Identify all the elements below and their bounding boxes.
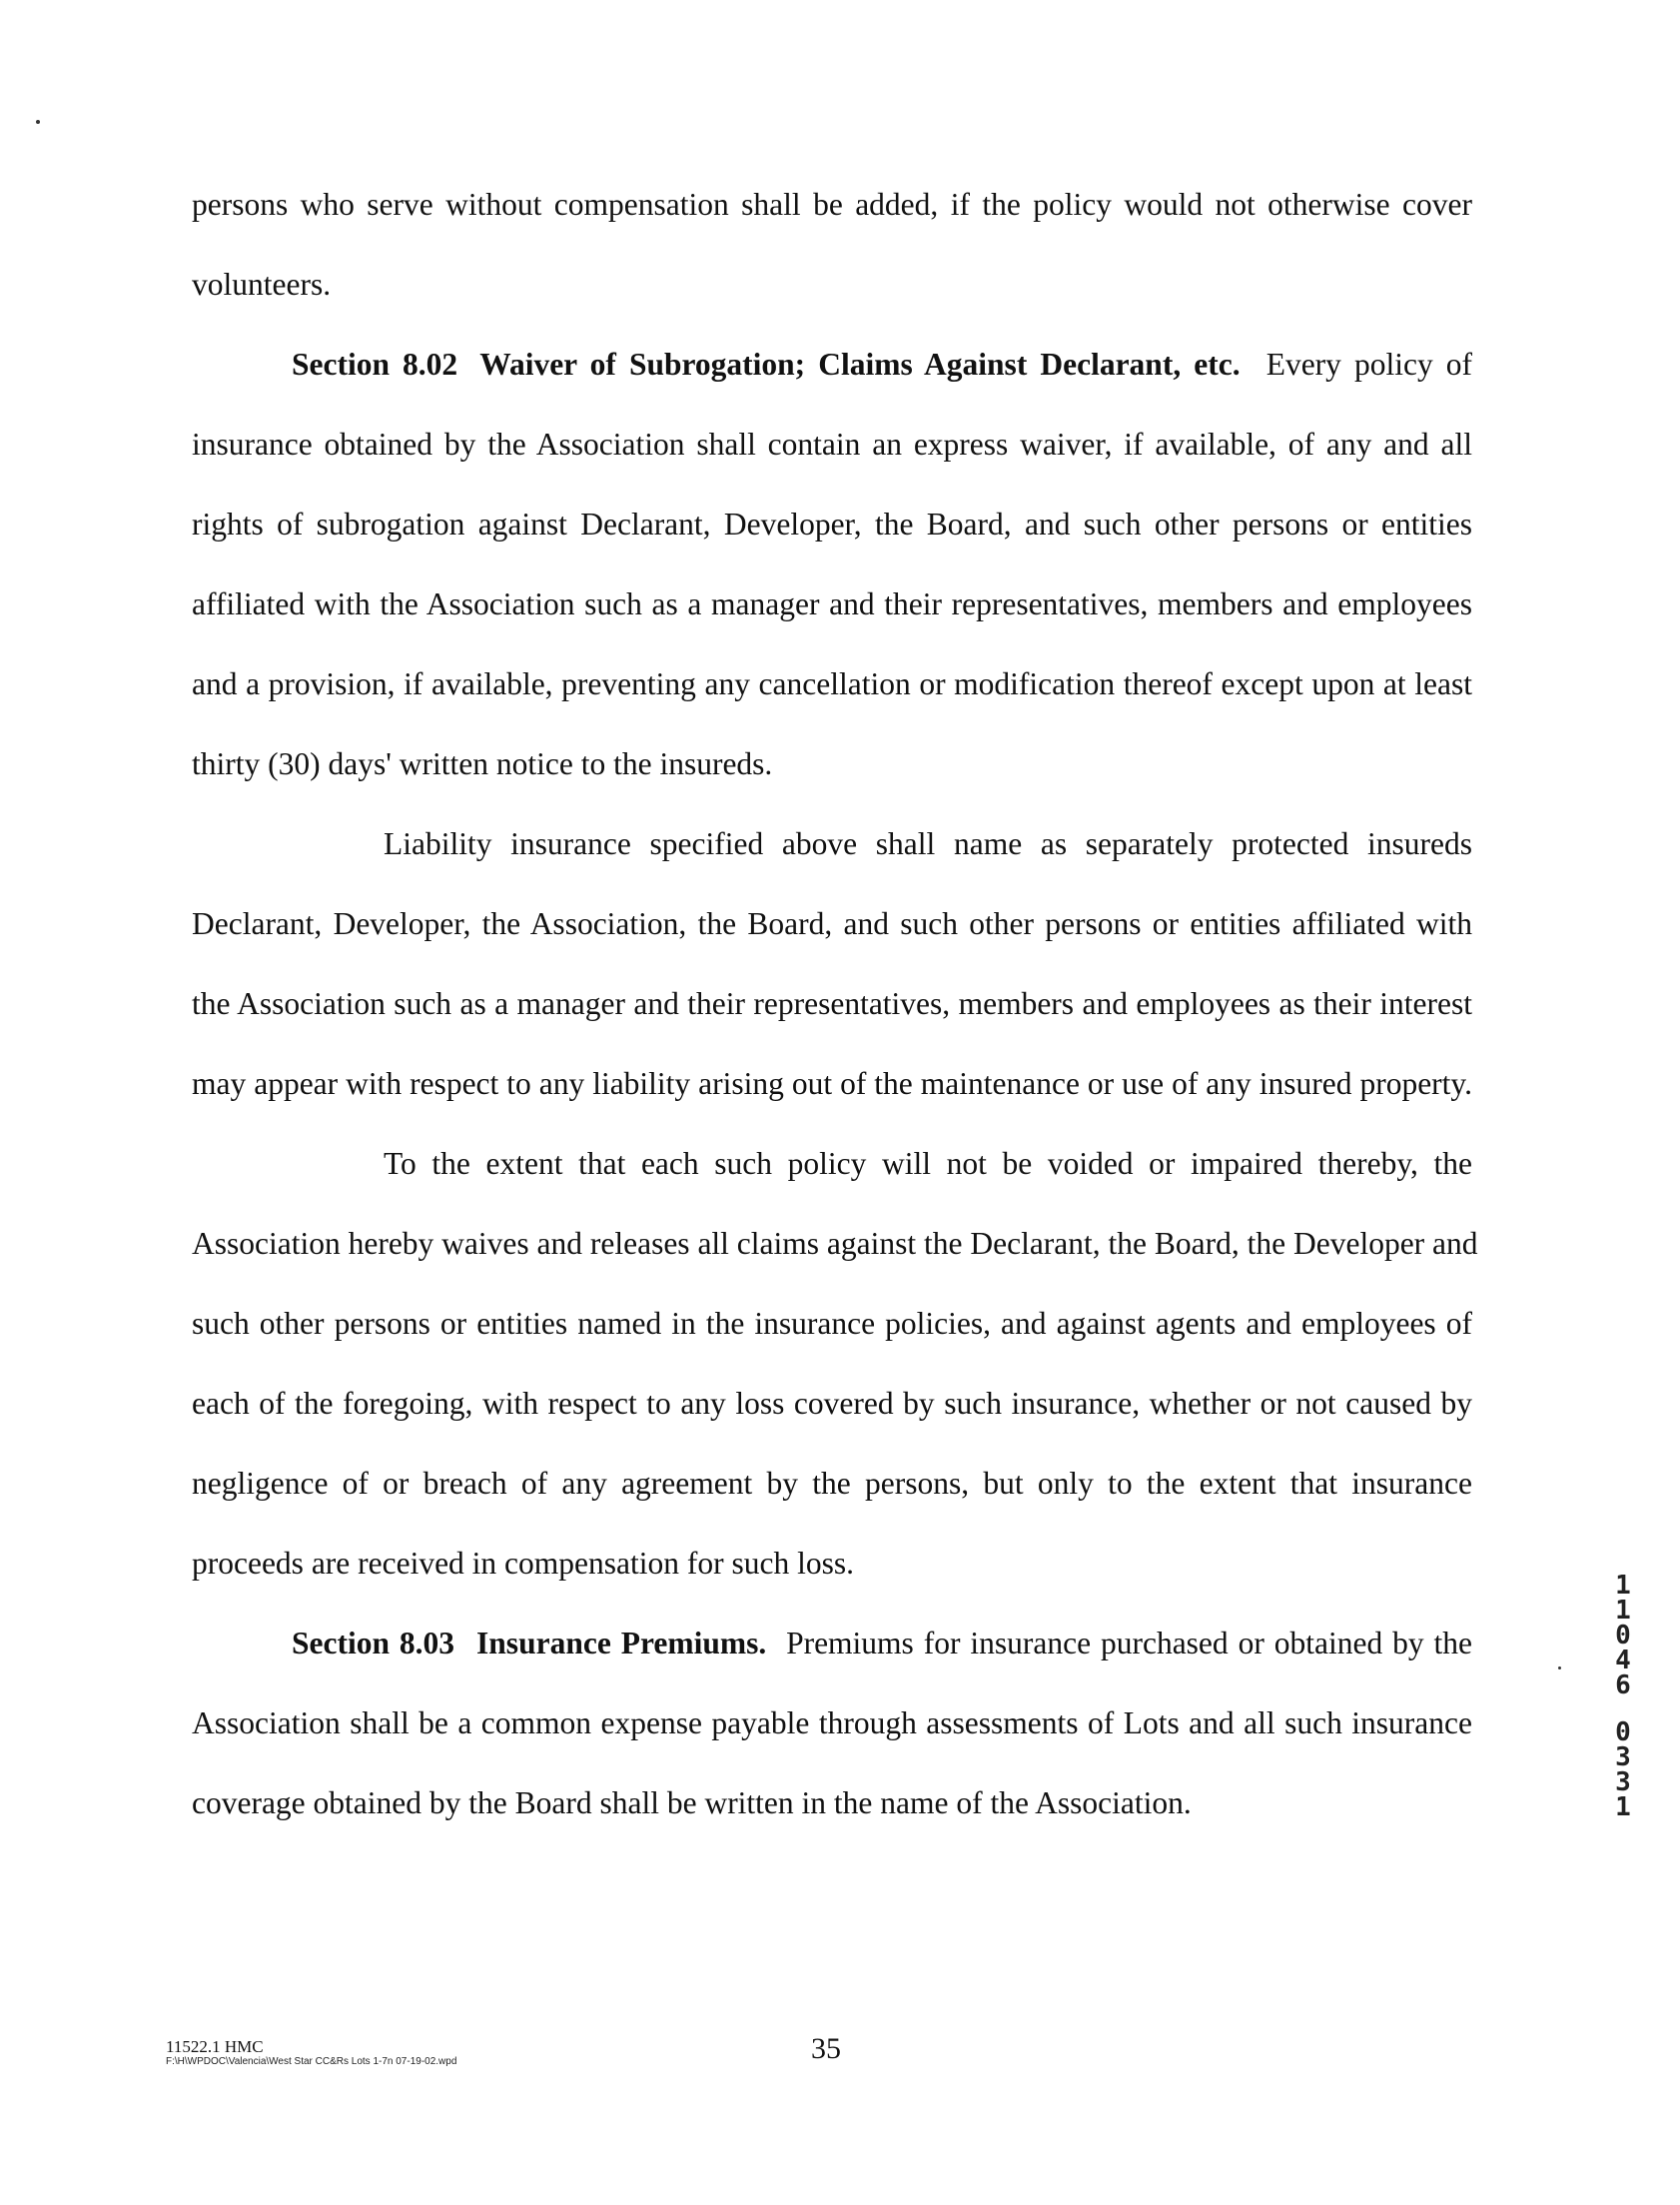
- text-fragment: Premiums for insurance purchased or obtained by the: [786, 1626, 1472, 1660]
- stamp-char: 6: [1615, 1670, 1631, 1700]
- section-title: Waiver of Subrogation; Claims Against Declarant, etc.: [479, 347, 1241, 382]
- text-line: proceeds are received in compensation for such loss.: [192, 1546, 855, 1581]
- stamp-char: 3: [1615, 1742, 1631, 1772]
- text-line: coverage obtained by the Board shall be written in the name of the Association.: [192, 1785, 1192, 1820]
- section-8-03-heading-line: [192, 1604, 1472, 1683]
- text-line: volunteers.: [192, 267, 332, 302]
- footer-document-code: 11522.1 HMC: [166, 2037, 264, 2056]
- stamp-char: 0: [1615, 1717, 1631, 1747]
- footer-file-path: F:\H\WPDOC\Valencia\West Star CC&Rs Lots 1-7n 07-19-02.wpd: [166, 2056, 457, 2067]
- text-fragment: Every policy of: [1265, 347, 1473, 382]
- stamp-char: 0: [1615, 1621, 1631, 1651]
- scan-speck: [1558, 1666, 1561, 1669]
- text-line: such other persons or entities named in the insurance policies, and against agents and employees of: [192, 1306, 1472, 1341]
- stamp-char: 1: [1615, 1571, 1631, 1601]
- section-8-02-heading-line: [192, 325, 1472, 405]
- section-number: Section 8.02: [292, 347, 458, 382]
- text-line: each of the foregoing, with respect to any loss covered by such insurance, whether or not caused by: [192, 1386, 1472, 1421]
- text-line: rights of subrogation against Declarant, Developer, the Board, and such other persons or entities: [192, 507, 1472, 542]
- scan-speck: [36, 120, 40, 124]
- section-title: Insurance Premiums.: [476, 1626, 767, 1660]
- text-line: Association shall be a common expense payable through assessments of Lots and all such insurance: [192, 1705, 1472, 1740]
- text-line: Association hereby waives and releases all claims against the Declarant, the Board, the Developer and: [192, 1226, 1478, 1261]
- text-line: may appear with respect to any liability arising out of the maintenance or use of any insured property.: [192, 1066, 1472, 1101]
- text-line: affiliated with the Association such as a manager and their representatives, members and employees: [192, 586, 1472, 621]
- text-line: insurance obtained by the Association shall contain an express waiver, if available, of any and all: [192, 427, 1472, 462]
- stamp-char: 3: [1615, 1767, 1631, 1797]
- text-line: persons who serve without compensation shall be added, if the policy would not otherwise cover: [192, 187, 1472, 222]
- text-line: To the extent that each such policy will not be voided or impaired thereby, the: [384, 1146, 1472, 1181]
- page-number: 35: [811, 2032, 841, 2065]
- text-line: Liability insurance specified above shall name as separately protected insureds: [384, 826, 1472, 861]
- document-body: [192, 165, 1478, 1843]
- text-line: the Association such as a manager and their representatives, members and employees as their interest: [192, 986, 1472, 1021]
- stamp-char: 1: [1615, 1792, 1631, 1822]
- text-line: Declarant, Developer, the Association, the Board, and such other persons or entities affiliated with: [192, 906, 1472, 941]
- recording-stamp: [1610, 1571, 1636, 1822]
- stamp-char: 4: [1615, 1646, 1631, 1675]
- section-number: Section 8.03: [292, 1626, 455, 1660]
- text-line: and a provision, if available, preventing any cancellation or modification thereof except upon at least: [192, 666, 1472, 701]
- stamp-char: 1: [1615, 1596, 1631, 1626]
- text-line: negligence of or breach of any agreement by the persons, but only to the extent that insurance: [192, 1466, 1472, 1501]
- text-line: thirty (30) days' written notice to the insureds.: [192, 746, 773, 781]
